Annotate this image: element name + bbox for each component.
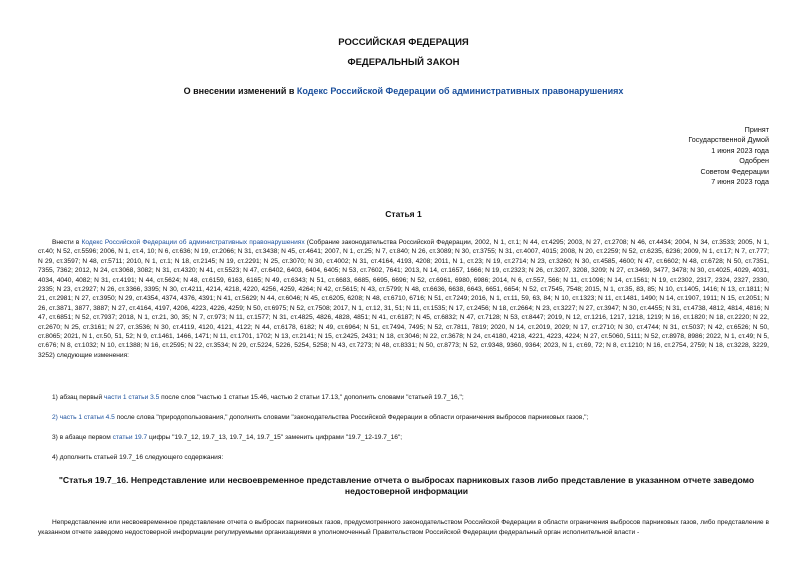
amendment-item-2 bbox=[52, 413, 772, 422]
item-1-text-b: после слов "частью 1 статьи 15.46, частью 2 статьи 17.13," дополнить словами "статьей 19.7_16,"; bbox=[159, 394, 464, 401]
new-article-body bbox=[38, 518, 769, 537]
item-3-text-b: цифры "19.7_12, 19.7_13, 19.7_14, 19.7_15" заменить цифрами "19.7_12-19.7_16"; bbox=[147, 434, 403, 441]
law-title-prefix: О внесении изменений в bbox=[183, 86, 297, 96]
article-intro-paragraph bbox=[38, 238, 769, 360]
approved-date: 7 июня 2023 года bbox=[711, 177, 769, 187]
accepted-by: Государственной Думой bbox=[688, 135, 769, 145]
amendment-item-3 bbox=[52, 433, 772, 442]
approved-by: Советом Федерации bbox=[700, 166, 769, 176]
item-1-text-a: 1) абзац первый bbox=[52, 394, 104, 401]
approved-label: Одобрен bbox=[739, 156, 769, 166]
accepted-label: Принят bbox=[744, 125, 769, 134]
adoption-block bbox=[569, 125, 769, 187]
intro-citations: (Собрание законодательства Российской Федерации, 2002, N 1, ст.1; N 44, ст.4295; 2003, N 27, ст.2708; N 46, ст.4434; 2004, N 34, ст.3533; 2005, N 1, ст.40; N 52, ст.5596; 2006, N 1, ст.4, 10; N 6, ст.636; N 19, ст.2066; N 31, ст.3438; N 45, ст.4641; 2007, N 1, ст.25; N 7, ст.840; N 26, ст.3089; N 30, ст.3755; N 31, ст.4007, 4015; 2008, N 20, ст.2259; N 52, ст.6235, 6236; 2009, N 1, ст.17; N 7, ст.777; N 29, ст.3597; N 48, ст.5711; 2010, N 1, ст.1; N 18, ст.2145; N 19, ст.2291; N 25, ст.3070; N 30, ст.4002; N 31, ст.4164, 4193, 4208; 2011, N 1, ст.23; N 19, ст.2714; N 23, ст.3260; N 30, ст.4585, 4600; N 47, ст.6602; N 48, ст.6728; N 50, ст.7351, 7355, 7362; 2012, N 24, ст.3068, 3082; N 31, ст.4320; N 41, ст.5523; N 47, ст.6402, 6403, 6404, 6405; N 53, ст.7602, 7641; 2013, N 14, ст.1657, 1666; N 19, ст.2323; N 26, ст.3207, 3208, 3209; N 27, ст.3469, 3477, 3478; N 30, ст.4025, 4029, 4031, 4034, 4040, 4082; N 31, ст.4191; N 44, ст.5624; N 48, ст.6159, 6163, 6165; N 49, ст.6343; N 51, ст.6683, 6685, 6695, 6696; N 52, ст.6961, 6980, 6986; 2014, N 6, ст.557, 566; N 11, ст.1096; N 14, ст.1561; N 19, ст.2302, 2317, 2324, 2327, 2330, 2335; N 23, ст.2927; N 26, ст.3366, 3395; N 30, ст.4211, 4214, 4218, 4220, 4256, 4259, 4264; N 42, ст.5615; N 43, ст.5799; N 48, ст.6636, 6638, 6643, 6651, 6654; N 52, ст.7545, 7548; 2015, N 1, ст.35, 83, 85; N 10, ст.1405, 1416; N 13, ст.1811; N 21, ст.2981; N 27, ст.3950; N 29, ст.4354, 4374, 4376, 4391; N 41, ст.5629; N 44, ст.6046; N 45, ст.6205, 6208; N 48, ст.6710, 6716; N 51, ст.7249; 2016, N 1, ст.11, 59, 63, 84; N 10, ст.1323; N 11, ст.1481, 1490; N 14, ст.1907, 1911; N 15, ст.2051; N 26, ст.3871, 3877, 3887; N 27, ст.4164, 4197, 4206, 4223, 4226, 4259; N 50, ст.6975; N 52, ст.7508; 2017, N 1, ст.12, 31, 51; N 11, ст.1535; N 17, ст.2456; N 18, ст.2664; N 23, ст.3227; N 27, ст.3947; N 30, ст.4455; N 31, ст.4738, 4812, 4814, 4816; N 47, ст.6851; N 52, ст.7937; 2018, N 1, ст.21, 30, 35; N 7, ст.973; N 11, ст.1577; N 31, ст.4825, 4826, 4828, 4851; N 41, ст.6187; N 45, ст.6832; N 47, ст.7128; N 53, ст.8447; 2019, N 12, ст.1216, 1217, 1218, 1219; N 16, ст.1820; N 18, ст.2220; N 22, ст.2670; N 25, ст.3161; N 27, ст.3536; N 30, ст.4119, 4120, 4121, 4122; N 44, ст.6178, 6182; N 49, ст.6964; N 51, ст.7494, 7495; N 52, ст.7811, 7819; 2020, N 14, ст.2019, 2029; N 17, ст.2710; N 30, ст.4744; N 31, ст.5037; N 42, ст.6526; N 50, ст.8065; 2021, N 1, ст.50, 51, 52; N 9, ст.1461, 1466, 1471; N 11, ст.1701, 1702; N 13, ст.2141; N 15, ст.2425, 2431; N 18, ст.3046; N 22, ст.3678; N 24, ст.4180, 4218, 4221, 4223, 4224; N 27, ст.5060, 5111; N 52, ст.8978, 8986; 2022, N 1, ст.49; N 5, ст.676; N 8, ст.1032; N 10, ст.1388; N 16, ст.2595; N 22, ст.3534; N 29, ст.5224, 5226, 5254, 5258; N 43, ст.7273; N 48, ст.8331; N 50, ст.8773; N 52, ст.9348, 9360, 9364; 2023, N 1, ст.69, 72; N 8, ст.1210; N 16, ст.2754, 2759; N 18, ст.3228, 3229, 3252) следующие изменения: bbox=[38, 239, 769, 359]
item-1-link[interactable]: части 1 статьи 3.5 bbox=[103, 394, 160, 401]
item-3-link[interactable]: статьи 19.7 bbox=[112, 434, 148, 441]
law-title bbox=[0, 86, 807, 96]
amendment-item-1 bbox=[52, 393, 772, 402]
intro-prefix: Внести в bbox=[52, 239, 82, 246]
item-2-link[interactable]: 2) часть 1 статьи 4.5 bbox=[52, 414, 115, 421]
new-article-title: "Статья 19.7_16. Непредставление или несвоевременное представление отчета о выбросах парниковых газов либо представление в указанном отчете заведомо недостоверной информации bbox=[58, 475, 755, 496]
country-heading: РОССИЙСКАЯ ФЕДЕРАЦИЯ bbox=[338, 37, 469, 48]
intro-code-link[interactable]: Кодекс Российской Федерации об административных правонарушениях bbox=[81, 239, 305, 246]
item-2-text-b: после слова "природопользования," дополнить словами "законодательства Российской Федерации в области ограничения выбросов парниковых газов,"; bbox=[114, 414, 589, 421]
article-heading: Статья 1 bbox=[385, 209, 422, 219]
accepted-date: 1 июня 2023 года bbox=[711, 145, 769, 155]
code-link[interactable]: Кодекс Российской Федерации об административных правонарушениях bbox=[296, 86, 624, 96]
amendment-item-4: 4) дополнить статьей 19.7_16 следующего содержания: bbox=[52, 454, 224, 461]
doc-type-heading: ФЕДЕРАЛЬНЫЙ ЗАКОН bbox=[347, 57, 460, 68]
item-3-text-a: 3) в абзаце первом bbox=[52, 434, 113, 441]
new-article-body-text: Непредставление или несвоевременное представление отчета о выбросах парниковых газов, предусмотренного законодательством Российской Федерации в области ограничения выбросов парниковых газов, либо представление в указанном отчете заведомо недостоверной информации регулируемыми организациями в уполномоченный Правительством Российской Федерации федеральный орган исполнительной власти - bbox=[38, 519, 769, 536]
